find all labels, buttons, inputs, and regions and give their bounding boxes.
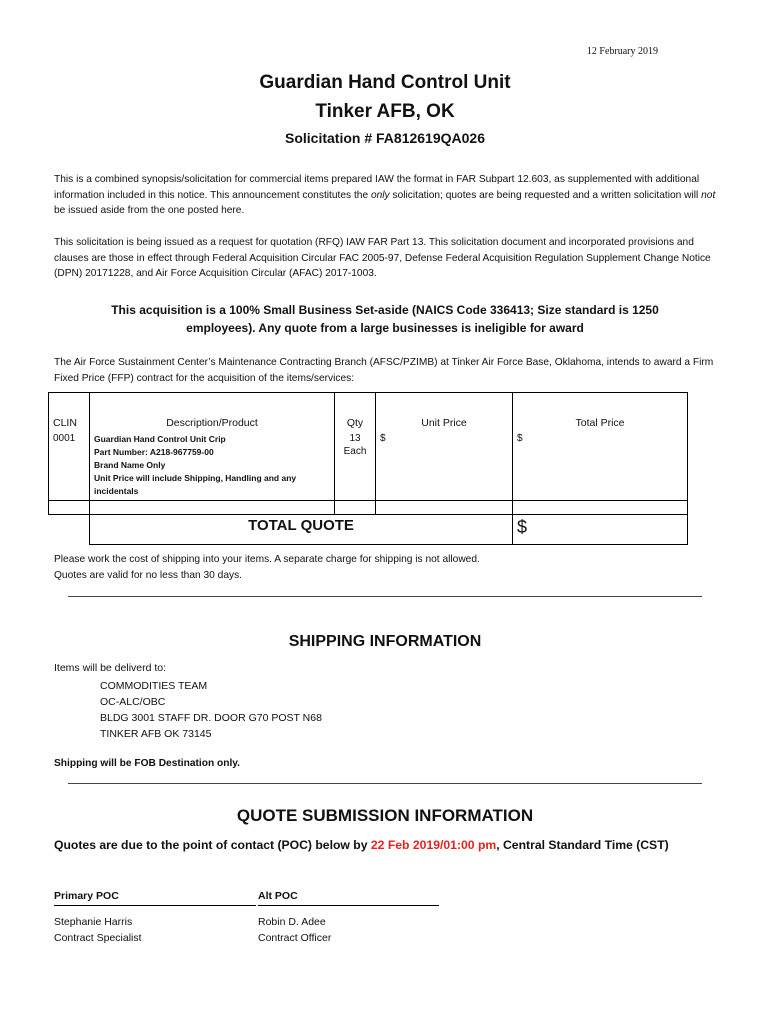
table-header-row — [49, 393, 688, 431]
due-text-a: Quotes are due to the point of contact (POC) below by — [54, 838, 371, 852]
total-quote-value[interactable]: $ — [513, 514, 688, 544]
divider-1 — [68, 596, 702, 597]
intro-p1-text-c: be issued aside from the one posted here. — [54, 205, 245, 216]
due-date: 22 Feb 2019/01:00 pm — [370, 838, 497, 852]
document-location: Tinker AFB, OK — [315, 101, 455, 122]
divider-2 — [68, 783, 702, 784]
total-quote-label: TOTAL QUOTE — [90, 514, 513, 544]
intro-p1-not: not — [701, 189, 716, 201]
intro-p1-text-b: solicitation; quotes are being requested and a written solicitation will — [389, 189, 702, 201]
header-qty: Qty — [335, 393, 376, 431]
solicitation-number: Solicitation # FA812619QA026 — [285, 130, 485, 146]
desc-line-3: Brand Name Only — [94, 459, 166, 470]
intro-paragraph-2: This solicitation is being issued as a request for quotation (RFQ) IAW FAR Part 13. This solicitation document and incorporated provisions and clauses are those in effect through Federal Acquisition Circular FAC 2005-97, Defense Federal Acquisition Regulation Supplement Change Notice (DPN) 20171228, and Air Force Acquisition Circular (AFAC) 2017-1003. — [54, 237, 711, 279]
spacer-cell — [513, 500, 688, 514]
primary-poc-name: Stephanie Harris — [54, 916, 133, 928]
document-title: Guardian Hand Control Unit — [259, 72, 511, 93]
row-unit-price[interactable]: $ — [376, 431, 513, 501]
primary-poc — [54, 890, 256, 946]
spacer-cell — [335, 500, 376, 514]
table-row — [49, 431, 688, 501]
set-aside-notice: This acquisition is a 100% Small Business Set-aside (NAICS Code 336413; Size standard is 1250 employees). Any quote from a large businesses is ineligible for award — [111, 303, 659, 335]
shipping-address — [100, 678, 322, 742]
intro-p1-text-a: This is a combined synopsis/solicitation for commercial items prepared IAW the format in FAR Subpart 12.603, as supplemented with additional information included in this notice. This announcement constitutes the — [54, 174, 700, 201]
document-date: 12 February 2019 — [586, 46, 658, 57]
due-text-b: , Central Standard Time (CST) — [496, 838, 669, 852]
row-clin: 0001 — [49, 431, 90, 501]
row-total-price[interactable]: $ — [513, 431, 688, 501]
alt-poc-role: Contract Officer — [258, 932, 332, 944]
desc-line-2: Part Number: A218-967759-00 — [94, 446, 214, 457]
quote-due-statement — [54, 836, 714, 855]
note-line-2: Quotes are valid for no less than 30 days. — [54, 569, 243, 581]
row-description — [90, 431, 335, 501]
spacer-cell — [90, 500, 335, 514]
address-line-2: OC-ALC/OBC — [100, 696, 166, 708]
intro-p1-only: only — [370, 189, 390, 201]
header-clin: CLIN — [49, 393, 90, 431]
desc-line-4: Unit Price will include Shipping, Handling and any incidentals — [94, 472, 297, 496]
table-spacer-row — [49, 500, 688, 514]
row-qty-unit: Each — [343, 445, 367, 457]
spacer-cell — [49, 500, 90, 514]
shipping-intro: Items will be deliverd to: — [54, 662, 167, 674]
primary-poc-heading: Primary POC — [54, 890, 256, 906]
quote-submission-title: QUOTE SUBMISSION INFORMATION — [236, 806, 534, 825]
intro-paragraph-3: The Air Force Sustainment Center’s Maintenance Contracting Branch (AFSC/PZIMB) at Tinker Air Force Base, Oklahoma, intends to award a Firm Fixed Price (FFP) contract for the acquisition of the items/services: — [54, 357, 714, 384]
alt-poc-heading: Alt POC — [258, 890, 439, 906]
alt-poc-name: Robin D. Adee — [258, 916, 326, 928]
row-qty-cell — [335, 431, 376, 501]
intro-paragraph-1 — [54, 172, 718, 219]
spacer-cell — [376, 500, 513, 514]
note-line-1: Please work the cost of shipping into your items. A separate charge for shipping is not allowed. — [54, 554, 480, 565]
shipping-notes — [54, 552, 718, 583]
alt-poc — [258, 890, 439, 946]
header-description: Description/Product — [90, 393, 335, 431]
total-blank-cell — [49, 514, 90, 544]
primary-poc-role: Contract Specialist — [54, 932, 142, 944]
items-table — [48, 392, 688, 545]
fob-notice: Shipping will be FOB Destination only. — [54, 758, 241, 769]
table-total-row — [49, 514, 688, 544]
address-line-3: BLDG 3001 STAFF DR. DOOR G70 POST N68 — [100, 712, 322, 724]
address-line-4: TINKER AFB OK 73145 — [100, 728, 212, 740]
header-total-price: Total Price — [513, 393, 688, 431]
row-qty: 13 — [349, 432, 361, 444]
shipping-title: SHIPPING INFORMATION — [288, 633, 482, 650]
address-line-1: COMMODITIES TEAM — [100, 680, 208, 692]
desc-line-1: Guardian Hand Control Unit Crip — [94, 433, 226, 444]
header-unit-price: Unit Price — [376, 393, 513, 431]
